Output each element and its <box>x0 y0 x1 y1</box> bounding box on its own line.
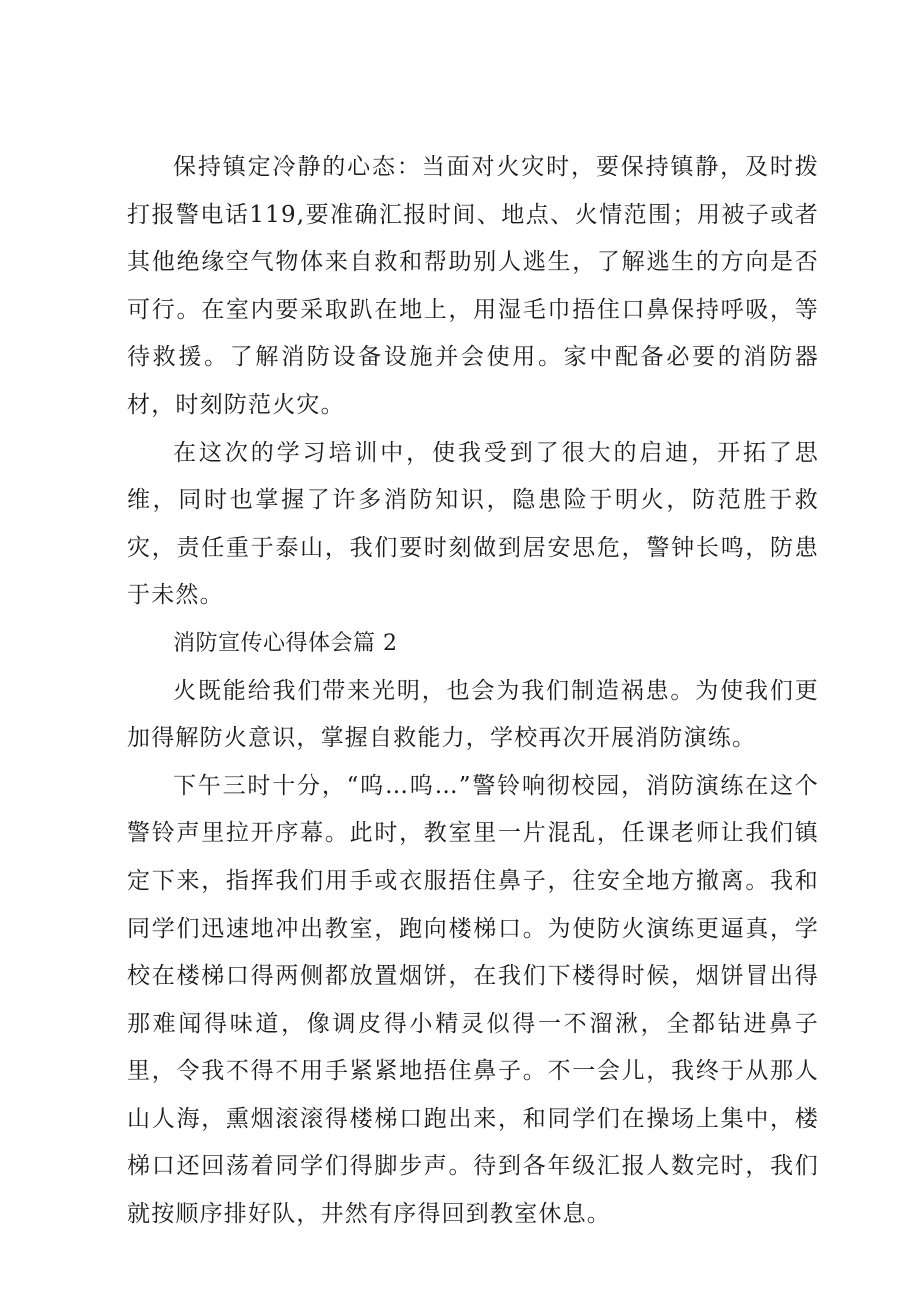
paragraph-fire-intro: 火既能给我们带来光明，也会为我们制造祸患。为使我们更加得解防火意识，掌握自救能力，学校再次开展消防演练。 <box>127 677 819 752</box>
document-body <box>127 144 819 1239</box>
paragraph-fire-drill: 下午三时十分，“呜…呜…”警铃响彻校园，消防演练在这个警铃声里拉开序幕。此时，教室里一片混乱，任课老师让我们镇定下来，指挥我们用手或衣服捂住鼻子，往安全地方撤离。我和同学们迅速地冲出教室，跑向楼梯口。为使防火演练更逼真，学校在楼梯口得两侧都放置烟饼，在我们下楼得时候，烟饼冒出得那难闻得味道，像调皮得小精灵似得一不溜湫，全都钻进鼻子里，令我不得不用手紧紧地捂住鼻子。不一会儿，我终于从那人山人海，熏烟滚滚得楼梯口跑出来，和同学们在操场上集中，楼梯口还回荡着同学们得脚步声。待到各年级汇报人数完时，我们就按顺序排好队，井然有序得回到教室休息。 <box>127 772 819 1228</box>
paragraph-training-reflection: 在这次的学习培训中，使我受到了很大的启迪，开拓了思维，同时也掌握了许多消防知识，隐患险于明火，防范胜于救灾，责任重于泰山，我们要时刻做到居安思危，警钟长鸣，防患于未然。 <box>127 439 819 609</box>
paragraph-calm-mindset: 保持镇定冷静的心态：当面对火灾时，要保持镇静，及时拨打报警电话119,要准确汇报时间、地点、火情范围；用被子或者其他绝缘空气物体来自救和帮助别人逃生，了解逃生的方向是否可行。在室内要采取趴在地上，用湿毛巾捂住口鼻保持呼吸，等待救援。了解消防设备设施并会使用。家中配备必要的消防器材，时刻防范火灾。 <box>127 154 819 418</box>
section-heading: 消防宣传心得体会篇 2 <box>173 630 398 656</box>
